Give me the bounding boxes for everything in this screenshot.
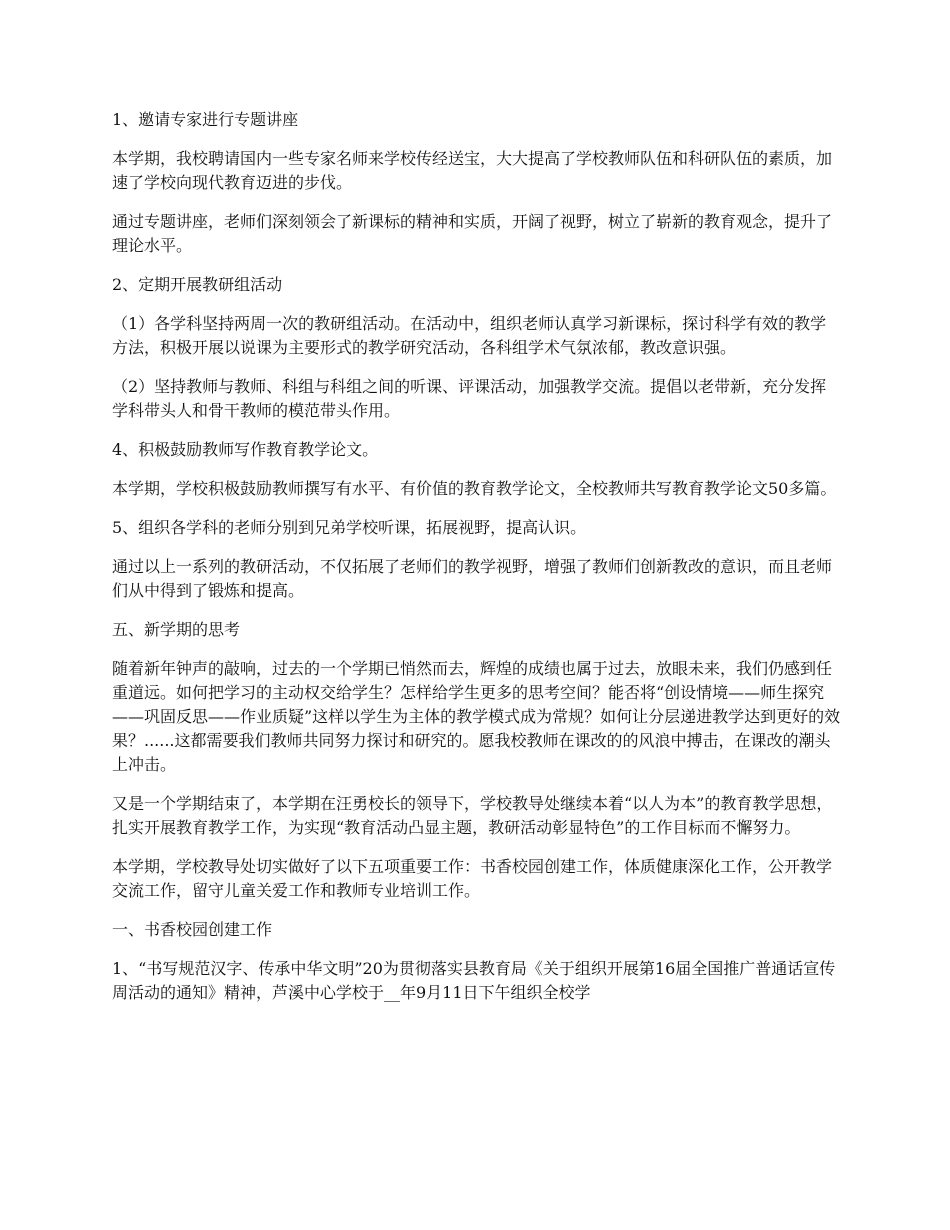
paragraph-writing-standard: 1、“书写规范汉字、传承中华文明”20为贯彻落实县教育局《关于组织开展第16届全国推广普通话宣传周活动的通知》精神，芦溪中心学校于__年9月11日下午组织全校学: [112, 959, 836, 1002]
paragraph-group-activity-2: （2）坚持教师与教师、科组与科组之间的听课、评课活动，加强教学交流。提倡以老带新，充分发挥学科带头人和骨干教师的模范带头作用。: [112, 377, 827, 420]
paragraph-five-tasks: 本学期，学校教导处切实做好了以下五项重要工作：书香校园创建工作，体质健康深化工作，公开教学交流工作，留守儿童关爱工作和教师专业培训工作。: [112, 857, 833, 900]
heading-research-groups: 2、定期开展教研组活动: [112, 275, 283, 294]
paragraph-lecture-outcome: 通过专题讲座，老师们深刻领会了新课标的精神和实质，开阔了视野，树立了崭新的教育观念，提升了理论水平。: [112, 212, 833, 255]
paragraph-paper-writing: 本学期，学校积极鼓励教师撰写有水平、有价值的教育教学论文，全校教师共写教育教学论文50多篇。: [112, 479, 837, 498]
heading-school-visits: 5、组织各学科的老师分别到兄弟学校听课，拓展视野，提高认识。: [112, 518, 587, 537]
document-body: [112, 108, 842, 1020]
heading-expert-lectures: 1、邀请专家进行专题讲座: [112, 110, 299, 129]
heading-paper-writing: 4、积极鼓励教师写作教育教学论文。: [112, 440, 379, 459]
heading-new-semester: 五、新学期的思考: [112, 620, 241, 639]
paragraph-expert-invitation: 本学期，我校聘请国内一些专家名师来学校传经送宝，大大提高了学校教师队伍和科研队伍的素质，加速了学校向现代教育迈进的步伐。: [112, 149, 833, 192]
paragraph-new-semester-thoughts: 随着新年钟声的敲响，过去的一个学期已悄然而去，辉煌的成绩也属于过去，放眼未来，我们仍感到任重道远。如何把学习的主动权交给学生？怎样给学生更多的思考空间？能否将“创设情境——师生探究——巩固反思——作业质疑”这样以学生为主体的教学模式成为常规？如何让分层递进教学达到更好的效果？......这都需要我们教师共同努力探讨和研究的。愿我校教师在课改的的风浪中搏击，在课改的潮头上冲击。: [112, 659, 841, 774]
paragraph-research-summary: 通过以上一系列的教研活动，不仅拓展了老师们的教学视野，增强了教师们创新教改的意识，而且老师们从中得到了锻炼和提高。: [112, 557, 833, 600]
paragraph-semester-end: 又是一个学期结束了，本学期在汪勇校长的领导下，学校教导处继续本着“以人为本”的教育教学思想，扎实开展教育教学工作，为实现“教育活动凸显主题，教研活动彰显特色”的工作目标而不懈努力。: [112, 794, 833, 837]
heading-reading-campus: 一、书香校园创建工作: [112, 920, 273, 939]
paragraph-group-activity-1: （1）各学科坚持两周一次的教研组活动。在活动中，组织老师认真学习新课标，探讨科学有效的教学方法，积极开展以说课为主要形式的教学研究活动，各科组学术气氛浓郁，教改意识强。: [112, 314, 827, 357]
